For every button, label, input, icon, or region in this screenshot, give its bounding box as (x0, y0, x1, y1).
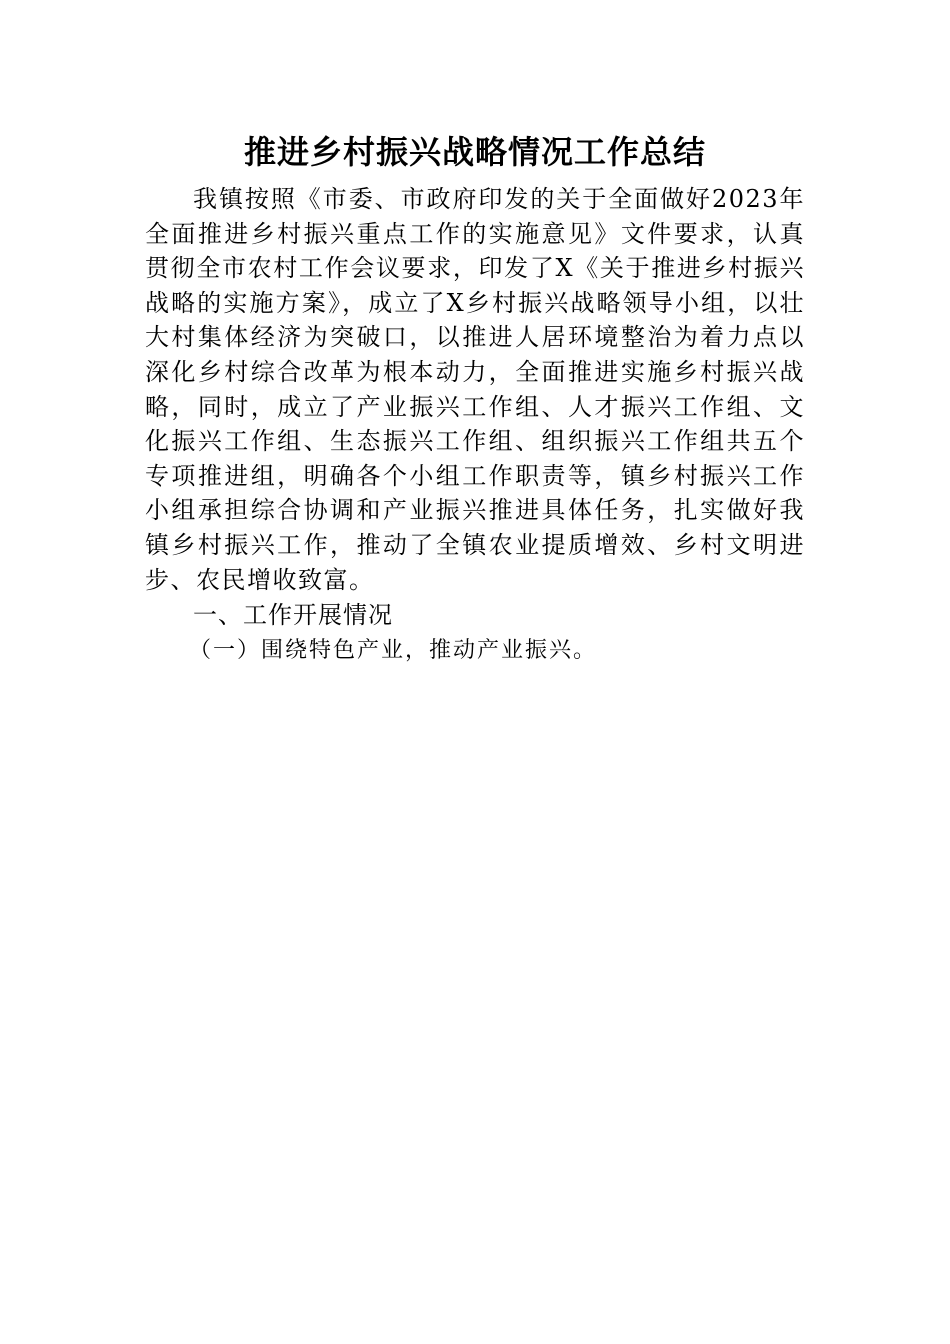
document-title: 推进乡村振兴战略情况工作总结 (243, 133, 706, 171)
section-heading: 一、工作开展情况 (193, 601, 393, 630)
intro-paragraph: 我镇按照《市委、市政府印发的关于全面做好2023年全面推进乡村振兴重点工作的实施意见》文件要求，认真贯彻全市农村工作会议要求，印发了X《关于推进乡村振兴战略的实施方案》，成立了X乡村振兴战略领导小组，以壮大村集体经济为突破口，以推进人居环境整治为着力点以深化乡村综合改革为根本动力，全面推进实施乡村振兴战略，同时，成立了产业振兴工作组、人才振兴工作组、文化振兴工作组、生态振兴工作组、组织振兴工作组共五个专项推进组，明确各个小组工作职责等，镇乡村振兴工作小组承担综合协调和产业振兴推进具体任务，扎实做好我镇乡村振兴工作，推动了全镇农业提质增效、乡村文明进步、农民增收致富。 (145, 185, 805, 594)
subsection-heading: （一）围绕特色产业，推动产业振兴。 (189, 638, 598, 664)
document-body (145, 182, 805, 669)
